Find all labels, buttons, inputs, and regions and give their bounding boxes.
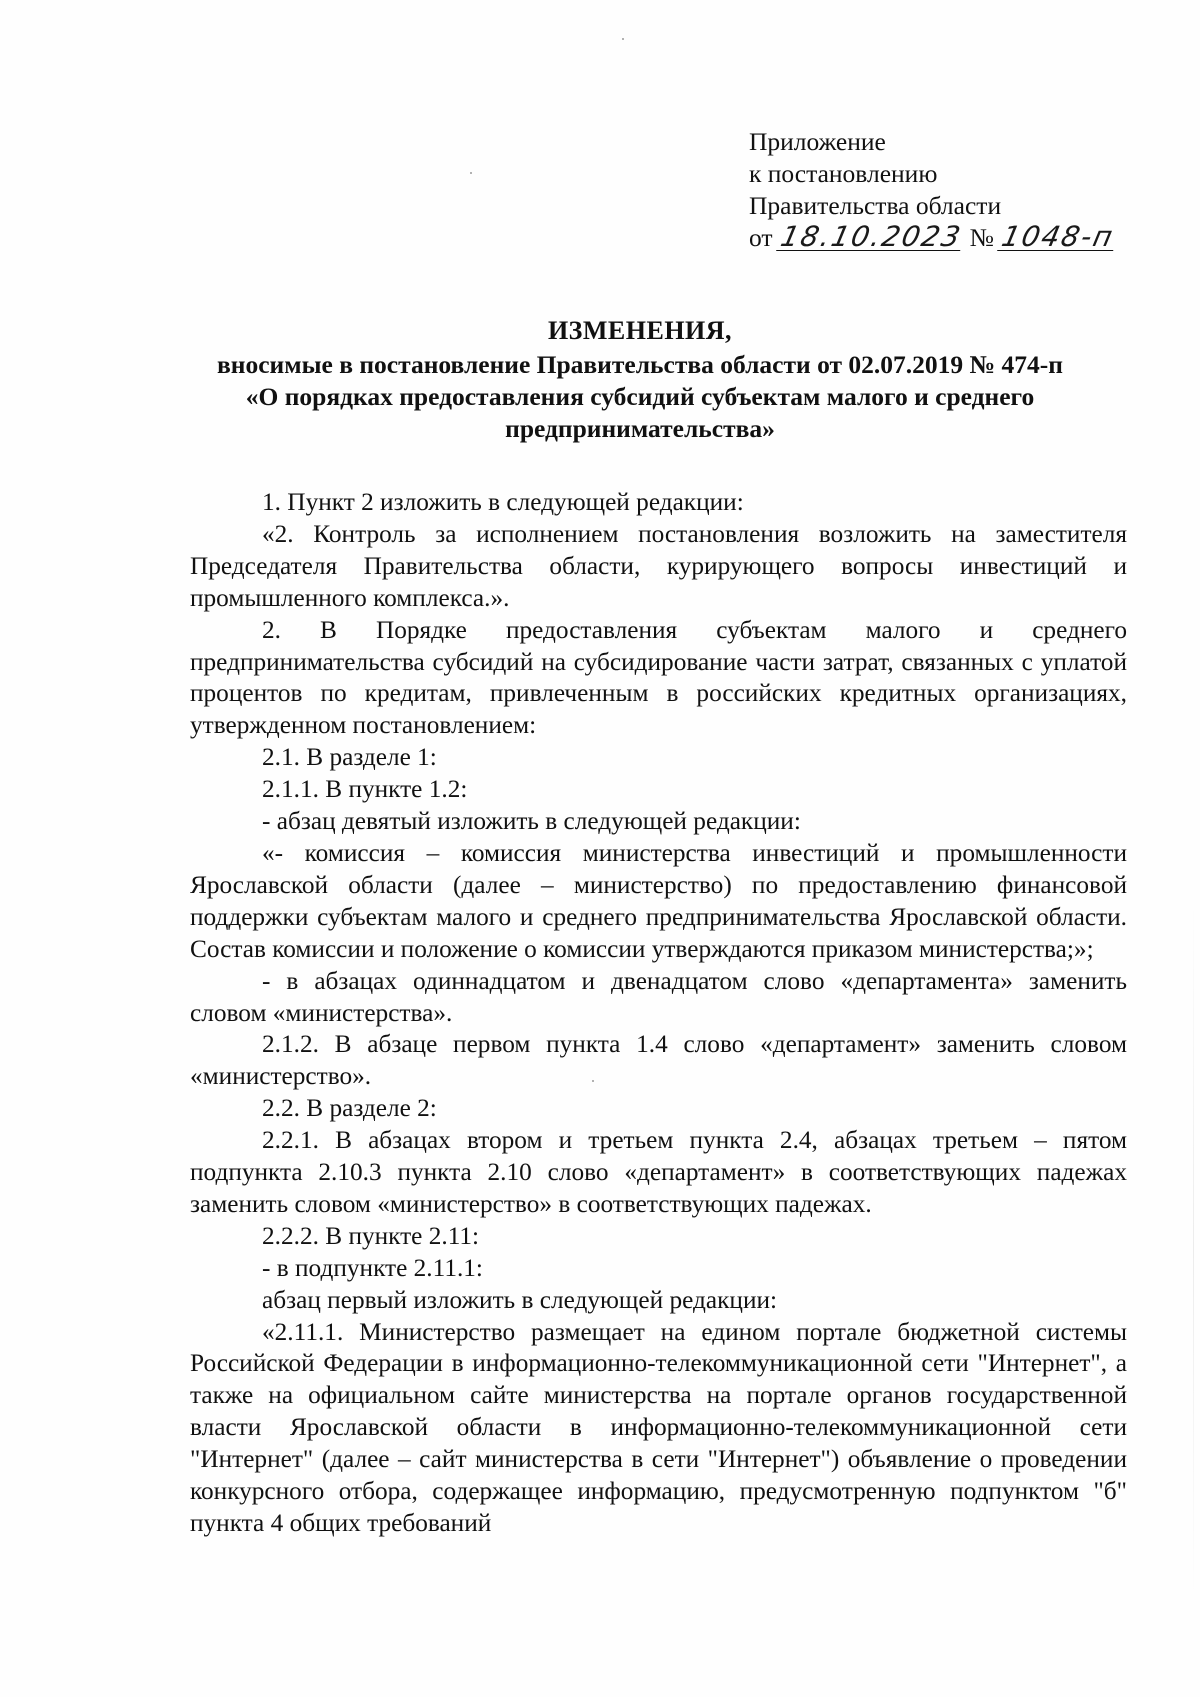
appendix-line-3: Правительства области — [749, 191, 1002, 220]
paragraph: - в подпункте 2.11.1: — [262, 1253, 483, 1282]
paragraph: «- комиссия – комиссия министерства инвестиций и промышленности Ярославской области (далее – министерство) по предоставлению финансовой поддержки субъектам малого и среднего предпринимательства Ярославской области. Состав комиссии и положение о комиссии утверждаются приказом министерства;»; — [190, 838, 1127, 963]
heading-line-2: «О порядках предоставления субсидий субъектам малого и среднего — [245, 382, 1035, 411]
appendix-line-1: Приложение — [749, 127, 886, 156]
scan-edge-shadow — [1193, 900, 1194, 1600]
paragraph: 2.1.1. В пункте 1.2: — [262, 775, 468, 804]
appendix-line-2: к постановлению — [749, 159, 938, 188]
paragraph: 2.2.2. В пункте 2.11: — [262, 1221, 480, 1250]
paragraph: абзац первый изложить в следующей редакции: — [262, 1285, 778, 1314]
heading-line-1: вносимые в постановление Правительства области от 02.07.2019 № 474-п — [217, 350, 1063, 379]
paragraph: 2.2. В разделе 2: — [262, 1094, 437, 1123]
heading-line-3: предпринимательства» — [505, 414, 775, 443]
paragraph: 2.1.2. В абзаце первом пункта 1.4 слово «департамент» заменить словом «министерство». — [190, 1030, 1127, 1091]
paragraph: «2.11.1. Министерство размещает на едином портале бюджетной системы Российской Федерации в информационно-телекоммуникационной сети "Интернет", а также на официальном сайте министерства на портале органов государственной власти Ярославской области в информационно-телекоммуникационной сети "Интернет" (далее – сайт министерства в сети "Интернет") объявление о проведении конкурсного отбора, содержащее информацию, предусмотренную подпунктом "б" пункта 4 общих требований — [190, 1317, 1127, 1537]
paragraph: 2.1. В разделе 1: — [262, 743, 437, 772]
heading-title: ИЗМЕНЕНИЯ, — [547, 316, 733, 345]
scan-speck — [470, 172, 472, 174]
scan-speck — [622, 38, 624, 40]
appendix-block — [749, 126, 1116, 254]
handwritten-date: 18.10.2023 — [777, 220, 965, 253]
handwritten-number: 1048-п — [999, 220, 1118, 253]
paragraph: 2. В Порядке предоставления субъектам малого и среднего предпринимательства субсидий на субсидирование части затрат, связанных с уплатой процентов по кредитам, привлеченным в российских кредитных организациях, утвержденном постановлением: — [190, 615, 1127, 740]
paragraph: 2.2.1. В абзацах втором и третьем пункта 2.4, абзацах третьем – пятом подпункта 2.10.3 пункта 2.10 слово «департамент» в соответствующих падежах заменить словом «министерство» в соответствующих падежах. — [190, 1126, 1127, 1218]
paragraph: «2. Контроль за исполнением постановления возложить на заместителя Председателя Правительства области, курирующего вопросы инвестиций и промышленного комплекса.». — [190, 519, 1127, 612]
paragraph: - абзац девятый изложить в следующей редакции: — [262, 807, 801, 836]
number-label: № — [969, 223, 994, 252]
scan-speck — [592, 1080, 594, 1082]
from-label: от — [749, 223, 773, 252]
document-heading — [160, 315, 1120, 445]
appendix-date-line — [749, 222, 1116, 254]
paragraph: - в абзацах одиннадцатом и двенадцатом слово «департамента» заменить словом «министерства». — [190, 966, 1127, 1027]
paragraph: 1. Пункт 2 изложить в следующей редакции: — [262, 488, 744, 516]
document-body — [190, 487, 1127, 1540]
